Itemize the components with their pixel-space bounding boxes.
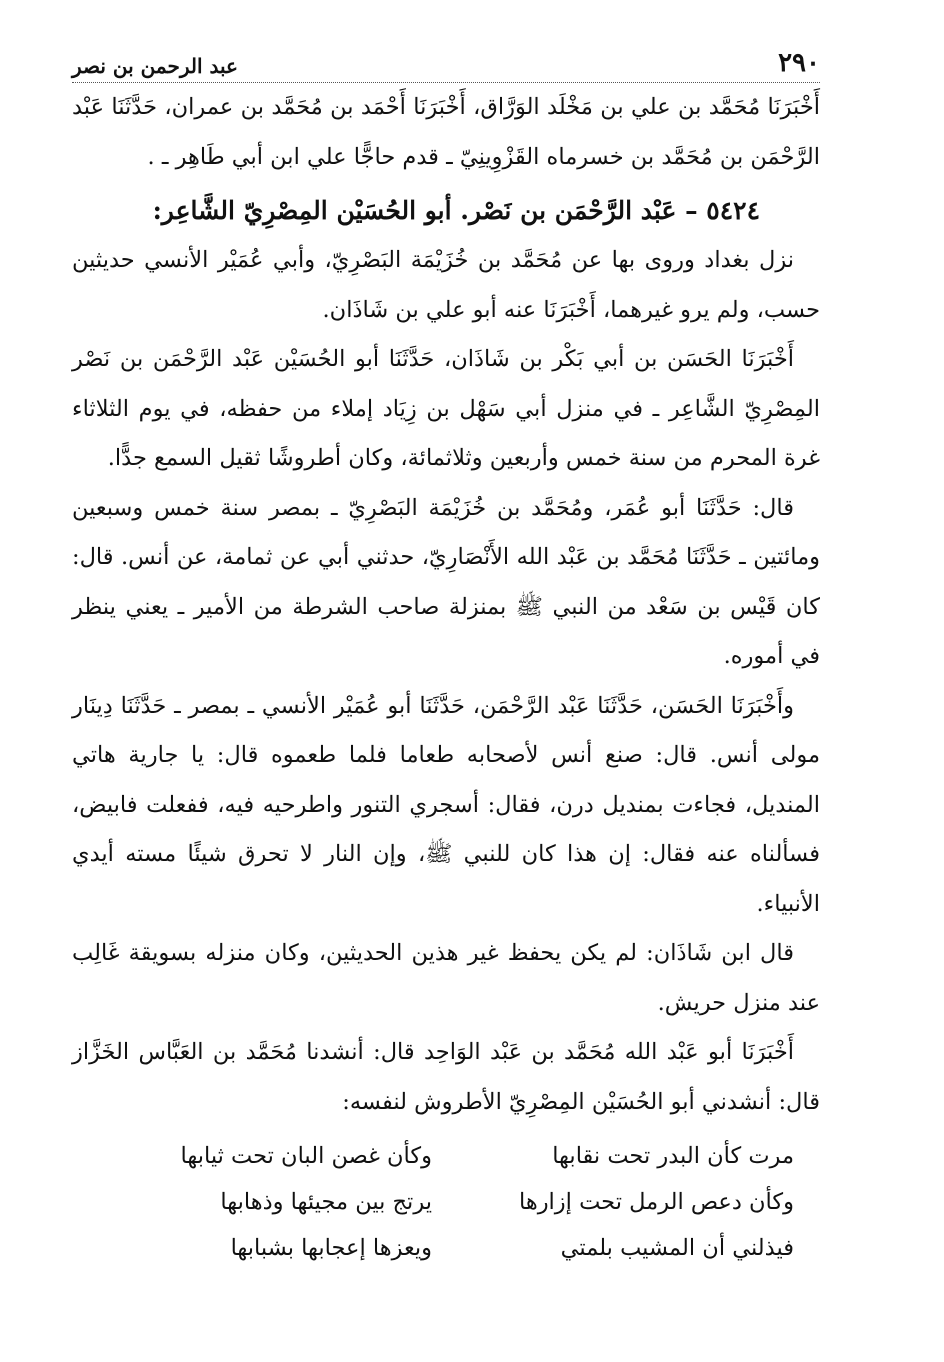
paragraph-hadith-2: وأَخْبَرَنَا الحَسَن، حَدَّثَنَا عَبْد الرَّحْمَن، حَدَّثَنَا أبو عُمَيْر الأنسي ـ بمصر ـ حَدَّثَنَا دِينَار مولى أنس. قال: صنع أنس لأصحابه طعاما فلما طعموه قال: يا جارية هاتي المنديل، فجاءت بمنديل درن، فقال: أسجري التنور واطرحيه فيه، ففعلت فابيض، فسألناه عنه فقال: إن هذا كان للنبي ﷺ، وإن النار لا تحرق شيئًا مسته أيدي الأنبياء.	[72, 692, 820, 917]
verse-first-hemistich: فيذلني أن المشيب بلمتي	[560, 1235, 794, 1261]
verse-line	[72, 1133, 820, 1179]
page-header	[72, 38, 820, 83]
entry-heading: ٥٤٢٤ – عَبْد الرَّحْمَن بن نَصْر. أبو الحُسَيْن المِصْرِيّ الشَّاعِر:	[152, 196, 760, 225]
paragraph-note: قال ابن شَاذَان: لم يكن يحفظ غير هذين الحديثين، وكان منزله بسويقة غَالِب عند منزل حريش.	[72, 940, 820, 1016]
verse-first-hemistich: مرت كأن البدر تحت نقابها	[552, 1143, 794, 1169]
verse-second-hemistich: ويعزها إعجابها بشبابها	[230, 1235, 432, 1261]
paragraph-isnad-2: أَخْبَرَنَا الحَسَن بن أبي بَكْر بن شَاذَان، حَدَّثَنَا أبو الحُسَيْن عَبْد الرَّحْمَن بن نَصْر المِصْرِيّ الشَّاعِر ـ في منزل أبي سَهْل بن زِيَاد إملاء من حفظه، في يوم الثلاثاء غرة المحرم من سنة خمس وأربعين وثلاثمائة، وكان أطروشًا ثقيل السمع جدًّا.	[72, 346, 820, 471]
verse-second-hemistich: يرتج بين مجيئها وذهابها	[220, 1189, 432, 1215]
page-number: ٢٩٠	[778, 48, 820, 78]
verse-second-hemistich: وكأن غصن البان تحت ثيابها	[180, 1143, 432, 1169]
verse-first-hemistich: وكأن دعص الرمل تحت إزارها	[518, 1189, 794, 1215]
paragraph-hadith-1: قال: حَدَّثَنَا أبو عُمَر، ومُحَمَّد بن خُزَيْمَة البَصْرِيّ ـ بمصر سنة خمس وسبعين ومائتين ـ حَدَّثَنَا مُحَمَّد بن عَبْد الله الأَنْصَارِيّ، حدثني أبي عن ثمامة، عن أنس. قال: كان قَيْس بن سَعْد من النبي ﷺ بمنزلة صاحب الشرطة من الأمير ـ يعني ينظر في أموره.	[72, 494, 820, 669]
verse-line	[72, 1179, 820, 1225]
running-head: عبد الرحمن بن نصر	[72, 54, 238, 78]
paragraph-isnad-1: أَخْبَرَنَا مُحَمَّد بن علي بن مَخْلَد الوَرَّاق، أَخْبَرَنَا أَحْمَد بن مُحَمَّد بن عمران، حَدَّثَنَا عَبْد الرَّحْمَن بن مُحَمَّد بن خسرماه القَزْوِينِيّ ـ قدم حاجًّا علي ابن أبي طَاهِر ـ .	[72, 94, 820, 170]
poem	[72, 1133, 820, 1271]
book-page	[72, 38, 820, 1338]
paragraph-poem-intro: أَخْبَرَنَا أبو عَبْد الله مُحَمَّد بن عَبْد الوَاحِد قال: أنشدنا مُحَمَّد بن العَبَّاس الخَزَّاز قال: أنشدني أبو الحُسَيْن المِصْرِيّ الأطروش لنفسه:	[72, 1039, 820, 1115]
verse-line	[72, 1225, 820, 1271]
paragraph-biography: نزل بغداد وروى بها عن مُحَمَّد بن خُزَيْمَة البَصْرِيّ، وأبي عُمَيْر الأنسي حديثين حسب، ولم يرو غيرهما، أَخْبَرَنَا عنه أبو علي بن شَاذَان.	[72, 247, 820, 323]
